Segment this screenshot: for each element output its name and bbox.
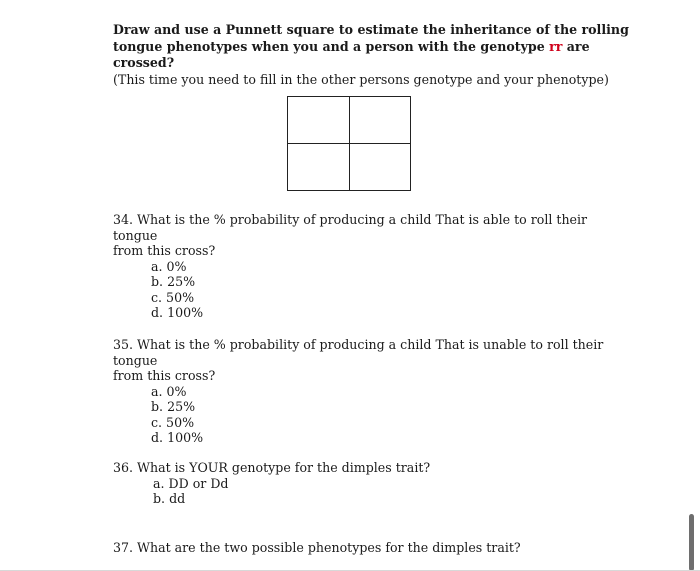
question-36 — [113, 460, 633, 507]
instruction-note: (This time you need to fill in the other persons genotype and your phenotype) — [113, 71, 609, 87]
punnett-horizontal-divider — [288, 143, 410, 144]
question-35-text-line-2: from this cross? — [113, 368, 216, 383]
punnett-instructions — [113, 22, 653, 88]
genotype-rr: rr — [549, 38, 563, 54]
question-34-options — [113, 259, 633, 321]
question-35-option-d: d. 100% — [151, 430, 204, 445]
question-34-option-b: b. 25% — [151, 274, 196, 289]
instruction-line-2 — [113, 39, 653, 72]
question-35-options — [113, 384, 633, 446]
question-36-options — [113, 476, 633, 507]
instruction-line-1: Draw and use a Punnett square to estimate the inheritance of the rolling — [113, 22, 629, 37]
question-35 — [113, 337, 633, 446]
instruction-line-2-end: are crossed? — [113, 38, 590, 70]
question-36-option-b: b. dd — [153, 491, 186, 506]
question-34-option-d: d. 100% — [151, 305, 204, 320]
vertical-scrollbar[interactable] — [689, 514, 694, 571]
question-34-text-line-1: 34. What is the % probability of producing a child That is able to roll their tongue — [113, 212, 588, 243]
question-35-option-a: a. 0% — [151, 383, 187, 399]
question-37 — [113, 540, 633, 556]
question-34-option-c: c. 50% — [151, 289, 195, 305]
instruction-line-2-start: tongue phenotypes when you and a person with the genotype — [113, 38, 550, 54]
question-36-option-a: a. DD or Dd — [153, 475, 229, 491]
question-34 — [113, 212, 633, 321]
question-36-text: 36. What is YOUR genotype for the dimples trait? — [113, 460, 431, 475]
question-35-option-b: b. 25% — [151, 399, 196, 414]
punnett-square — [287, 96, 411, 191]
question-35-text-line-1: 35. What is the % probability of producing a child That is unable to roll their tongue — [113, 337, 604, 368]
question-34-text-line-2: from this cross? — [113, 243, 216, 258]
question-35-option-c: c. 50% — [151, 414, 195, 430]
question-34-option-a: a. 0% — [151, 258, 187, 274]
question-37-text: 37. What are the two possible phenotypes for the dimples trait? — [113, 540, 521, 555]
